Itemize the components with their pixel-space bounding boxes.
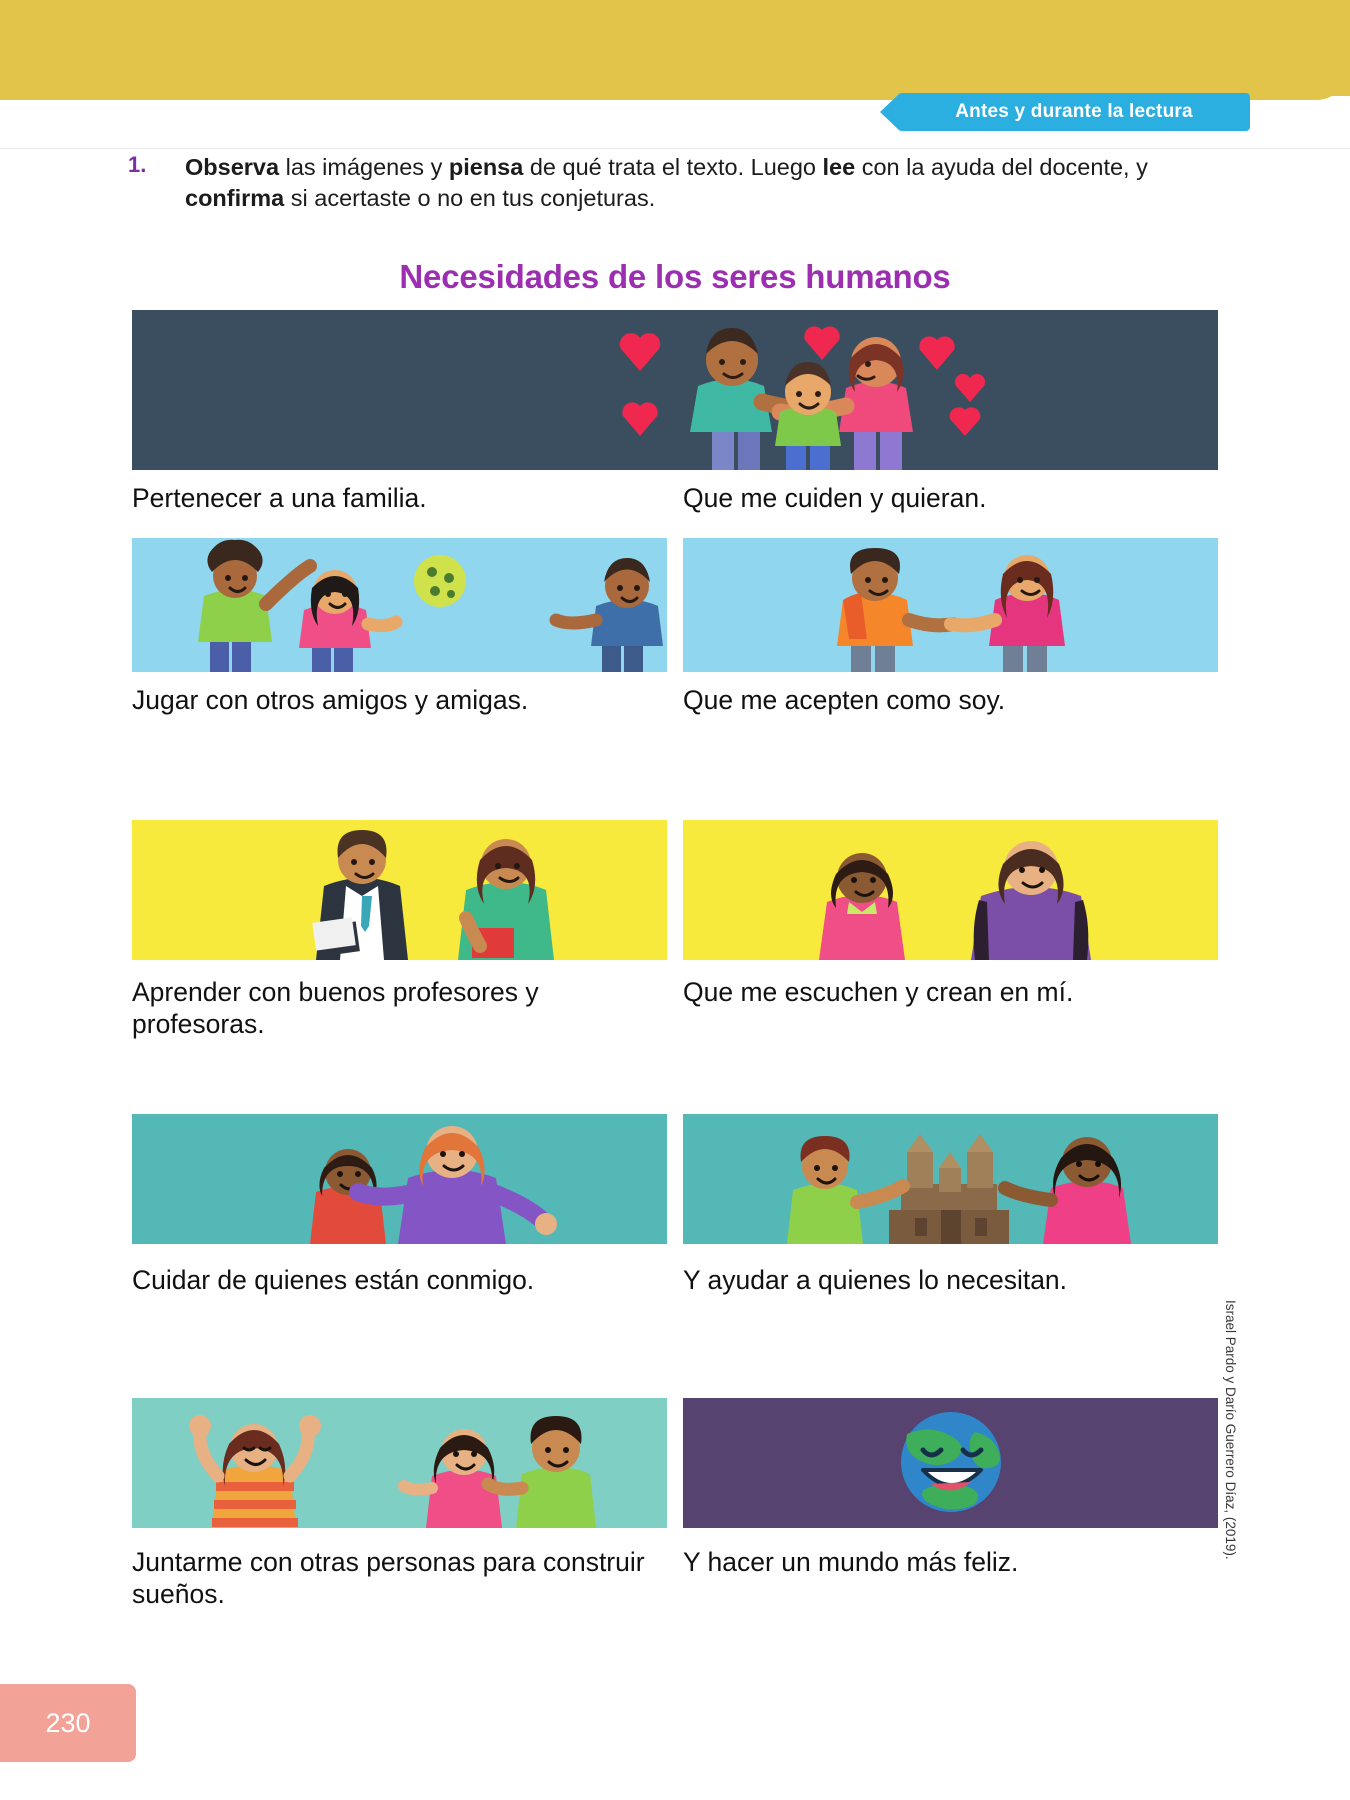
- section-tab-label: Antes y durante la lectura: [955, 101, 1193, 122]
- caption-juntarme-personas: Juntarme con otras personas para construir sueños.: [132, 1547, 645, 1610]
- page-number-box: [0, 1684, 136, 1762]
- caption-que-me-escuchen: Que me escuchen y crean en mí.: [683, 977, 1074, 1007]
- panel-family-hug: [132, 310, 1218, 470]
- instruction-number: 1.: [128, 152, 147, 177]
- caption-que-me-cuiden: Que me cuiden y quieran.: [683, 483, 987, 513]
- caption-aprender-profesores: Aprender con buenos profesores y profesoras.: [132, 977, 539, 1040]
- section-tab: [898, 93, 1250, 131]
- panel-woman-caring-for-child: [132, 1114, 667, 1244]
- section-tab-notch: [880, 93, 900, 131]
- caption-jugar-amigos: Jugar con otros amigos y amigas.: [132, 685, 529, 715]
- panel-happy-earth: [683, 1398, 1218, 1528]
- panel-kids-playing-ball: [132, 538, 667, 672]
- image-credit: Israel Pardo y Darío Guerrero Díaz, (2019).: [1223, 1300, 1238, 1560]
- panel-teachers: [132, 820, 667, 960]
- bottom-strip: [0, 1794, 1350, 1800]
- caption-ayudar-quienes: Y ayudar a quienes lo necesitan.: [683, 1265, 1068, 1295]
- page-title: Necesidades de los seres humanos: [399, 258, 951, 295]
- caption-que-me-acepten: Que me acepten como soy.: [683, 685, 1006, 715]
- panel-girl-and-woman-listening: [683, 820, 1218, 960]
- caption-pertenecer-familia: Pertenecer a una familia.: [132, 483, 427, 513]
- instruction-text: Observa las imágenes y piensa de qué trata el texto. Luego lee con la ayuda del docente, y confirma si acertaste o no en tus conjeturas.: [185, 154, 1148, 212]
- panel-two-girls-handshake: [683, 538, 1218, 672]
- page-number: 230: [45, 1707, 91, 1738]
- panel-kids-celebrating: [132, 1398, 667, 1528]
- header-divider: [0, 148, 1350, 149]
- caption-cuidar-quienes: Cuidar de quienes están conmigo.: [132, 1265, 535, 1295]
- top-band-right-extension: [1240, 60, 1350, 96]
- panel-kids-building-sandcastle: [683, 1114, 1218, 1244]
- caption-mundo-feliz: Y hacer un mundo más feliz.: [683, 1547, 1019, 1577]
